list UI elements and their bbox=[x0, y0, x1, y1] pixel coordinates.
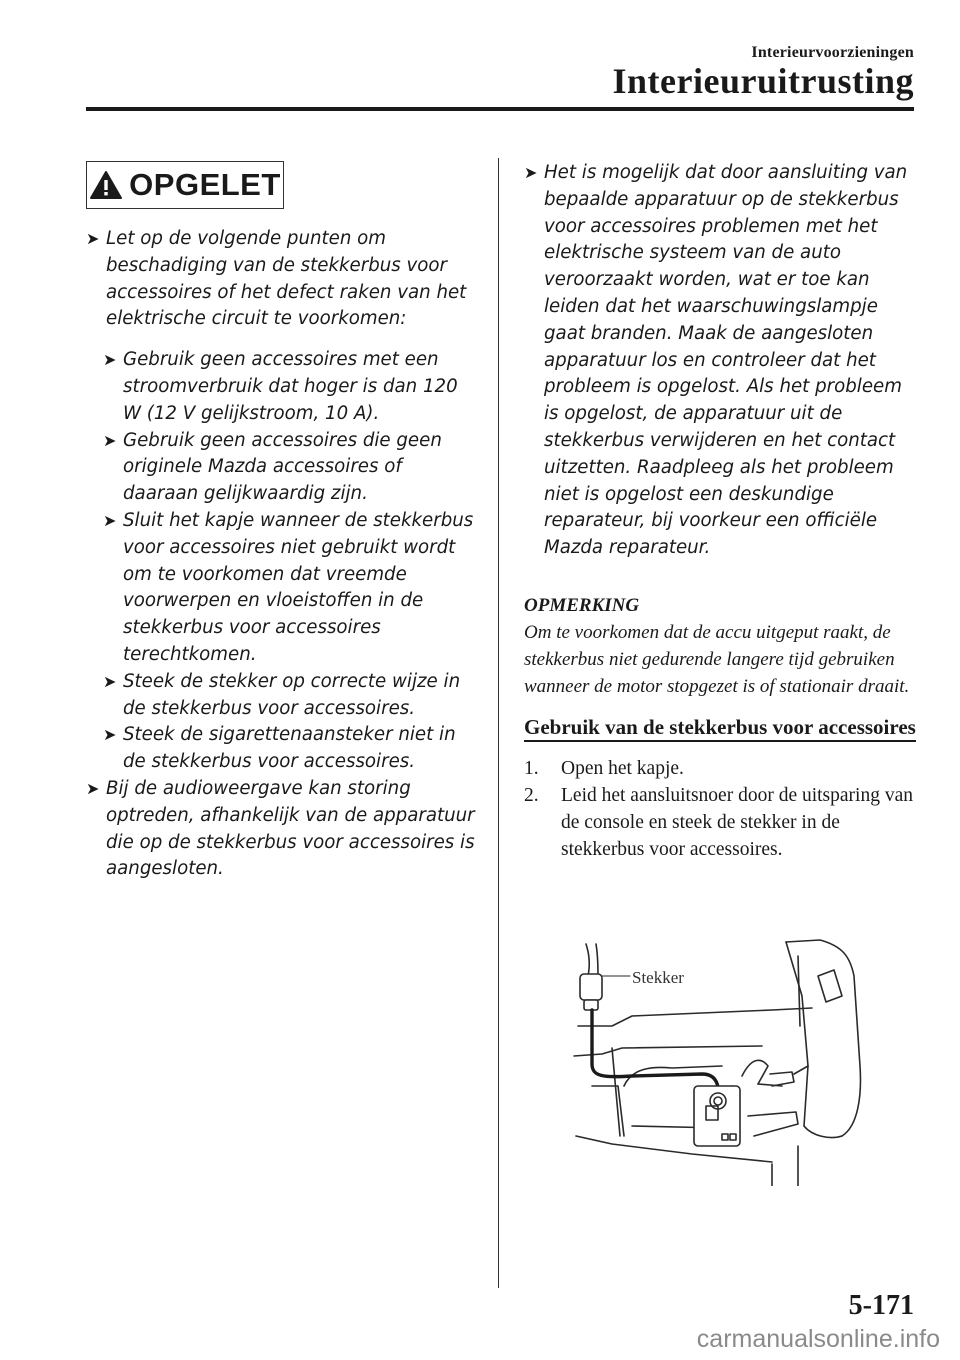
list-item: ➤ Steek de sigarettenaansteker niet in de stekkerbus voor accessoires. bbox=[103, 724, 456, 773]
note-heading: OPMERKING bbox=[524, 594, 640, 616]
warning-triangle-icon bbox=[89, 170, 123, 200]
caution-box bbox=[86, 161, 284, 209]
arrow-bullet-icon: ➤ bbox=[103, 725, 117, 745]
section-title: Interieurvoorzieningen bbox=[751, 44, 914, 61]
note-body: Om te voorkomen dat de accu uitgeput raakt, de stekkerbus niet gedurende langere tijd gebruiken wanneer de motor stopgezet is of stationair draait. bbox=[524, 621, 910, 697]
arrow-bullet-icon: ➤ bbox=[103, 350, 117, 370]
list-item: ➤ Sluit het kapje wanneer de stekkerbus voor accessoires niet gebruikt wordt om te voorkomen dat vreemde voorwerpen en vloeistoffen in de stekkerbus voor accessoires terechtkomen. bbox=[103, 509, 474, 665]
list-item: ➤ Het is mogelijk dat door aansluiting van bepaalde apparatuur op de stekkerbus voor accessoires problemen met het elektrische systeem van de auto veroorzaakt worden, wat er toe kan leiden dat het waarschuwingslampje gaat branden. Maak de aangesloten apparatuur los en controleer dat het probleem is opgelost. Als het probleem is opgelost, de apparatuur uit de stekkerbus verwijderen en het contact uitzetten. Raadpleeg als het probleem niet is opgelost een deskundige reparateur, bij voorkeur een officiële Mazda reparateur. bbox=[524, 162, 908, 559]
step-item: 2. Leid het aansluitsnoer door de uitsparing van de console en steek de stekker in de stekkerbus voor accessoires. bbox=[524, 784, 913, 860]
right-column bbox=[524, 160, 916, 863]
list-item: ➤ Gebruik geen accessoires die geen originele Mazda accessoires of daaraan gelijkwaardig zijn. bbox=[103, 429, 442, 505]
header-rule bbox=[86, 107, 914, 111]
arrow-bullet-icon: ➤ bbox=[103, 510, 117, 530]
page-number: 5-171 bbox=[848, 1290, 914, 1321]
step-item: 1. Open het kapje. bbox=[524, 757, 684, 779]
caution-list bbox=[86, 226, 476, 883]
page-title: Interieuruitrusting bbox=[612, 61, 914, 101]
arrow-bullet-icon: ➤ bbox=[524, 163, 538, 182]
section-heading: Gebruik van de stekkerbus voor accessoires bbox=[524, 714, 916, 741]
arrow-bullet-icon: ➤ bbox=[86, 229, 100, 248]
caution-label: OPGELET bbox=[129, 167, 281, 202]
watermark: carmanualsonline.info bbox=[696, 1325, 940, 1353]
steps-list bbox=[524, 755, 916, 863]
accessory-socket-illustration bbox=[572, 936, 866, 1186]
arrow-bullet-icon: ➤ bbox=[86, 778, 100, 798]
arrow-bullet-icon: ➤ bbox=[103, 671, 117, 691]
figure-label-plug: Stekker bbox=[632, 968, 684, 987]
list-item: ➤ Bij de audioweergave kan storing optreden, afhankelijk van de apparatuur die op de stekkerbus voor accessoires is aangesloten. bbox=[86, 777, 475, 880]
column-divider bbox=[498, 158, 499, 1288]
list-item: ➤ Let op de volgende punten om beschadiging van de stekkerbus voor accessoires of het defect raken van het elektrische circuit te voorkomen: bbox=[86, 228, 467, 330]
list-item: ➤ Gebruik geen accessoires met een stroomverbruik dat hoger is dan 120 W (12 V gelijkstroom, 10 A). bbox=[103, 349, 458, 424]
list-item: ➤ Steek de stekker op correcte wijze in de stekkerbus voor accessoires. bbox=[103, 670, 461, 719]
arrow-bullet-icon: ➤ bbox=[103, 430, 117, 450]
